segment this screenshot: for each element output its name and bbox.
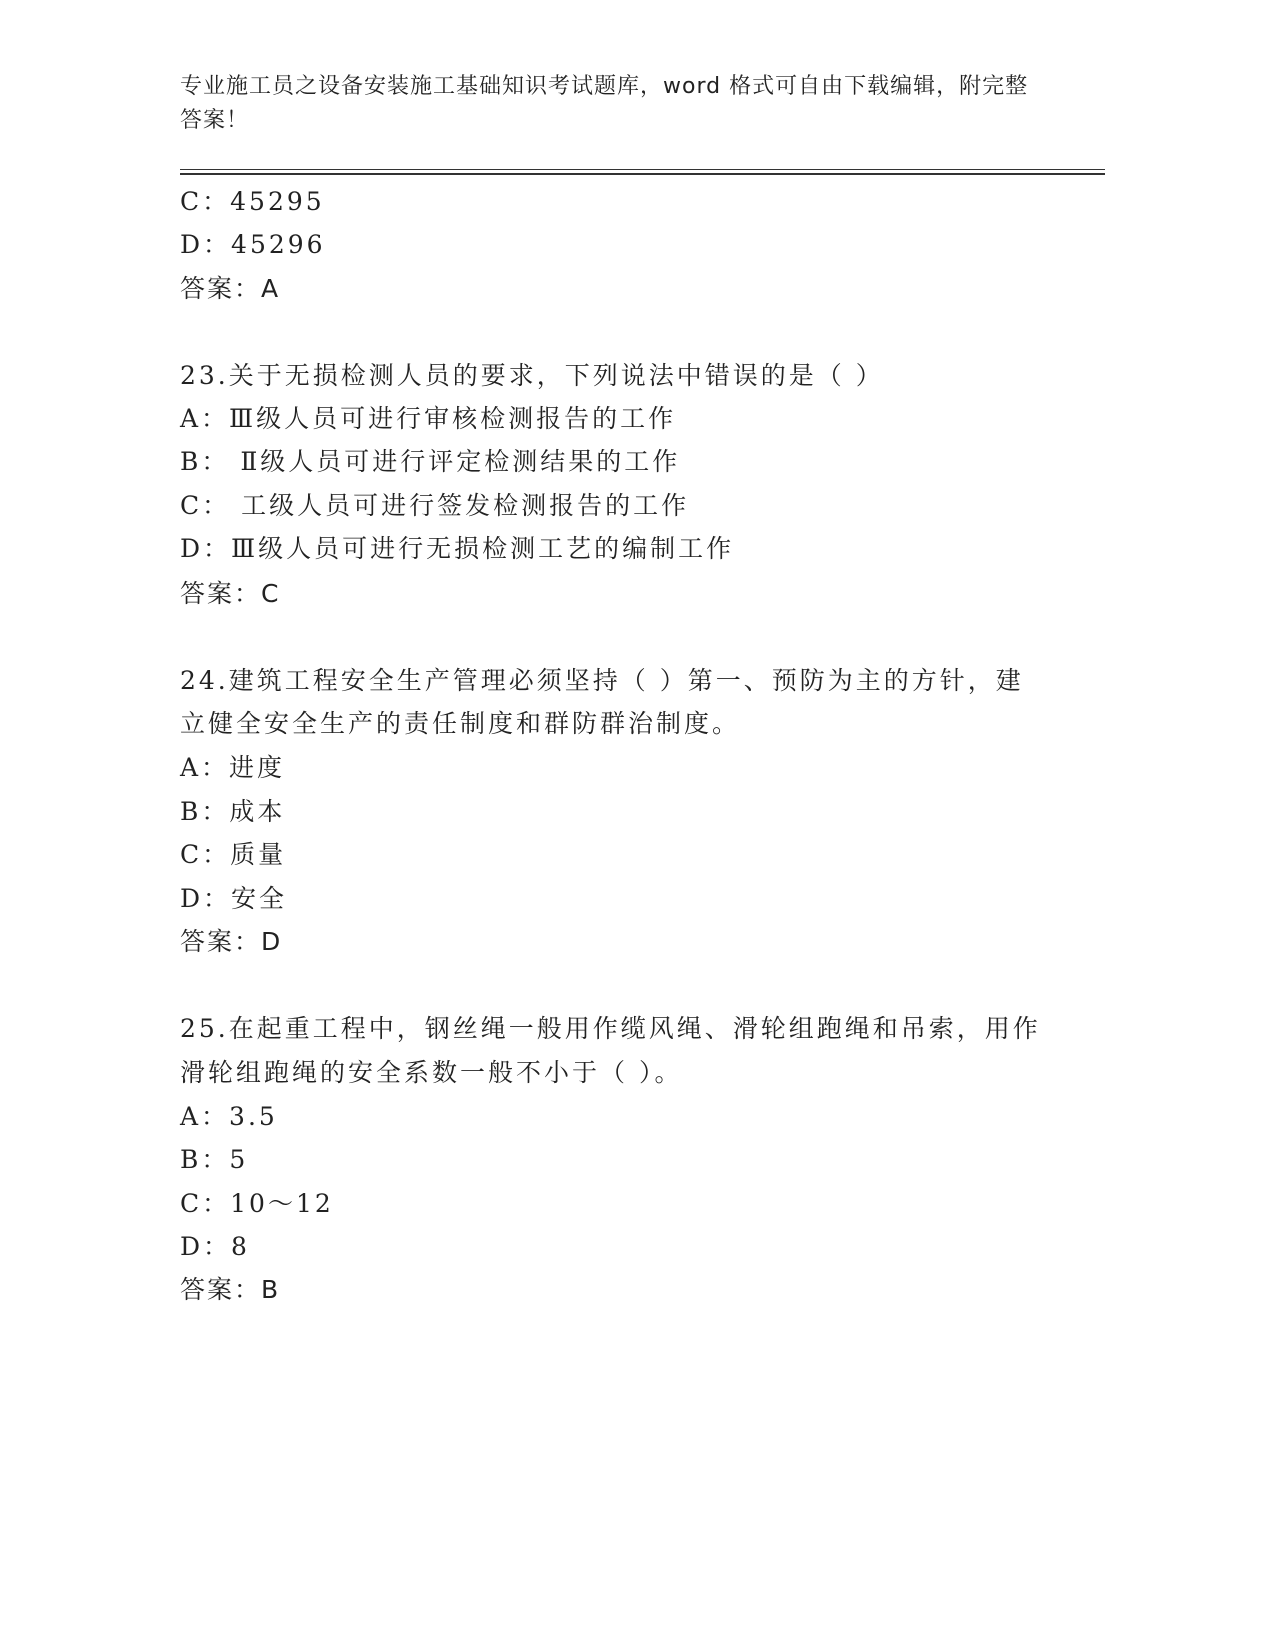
q25-option-a: A：3.5 (180, 1102, 278, 1131)
q23-stem: 23.关于无损检测人员的要求，下列说法中错误的是（ ） (180, 361, 884, 390)
q23-option-d: D：Ⅲ级人员可进行无损检测工艺的编制工作 (180, 534, 735, 563)
q24-option-c: C：质量 (180, 840, 287, 869)
q24-option-b: B：成本 (180, 797, 286, 826)
document-header: 专业施工员之设备安装施工基础知识考试题库，word 格式可自由下载编辑，附完整答案！ (180, 74, 1029, 133)
q25-stem-line1: 25.在起重工程中，钢丝绳一般用作缆风绳、滑轮组跑绳和吊索，用作 (180, 1014, 1041, 1043)
q22-option-d: D：45296 (180, 230, 326, 259)
header-divider-thin (180, 169, 1105, 170)
q22-option-c: C：45295 (180, 187, 325, 216)
q25-stem-line2: 滑轮组跑绳的安全系数一般不小于（ ）。 (180, 1058, 683, 1087)
q23-option-c: C： 工级人员可进行签发检测报告的工作 (180, 491, 690, 520)
q24-option-a: A：进度 (180, 753, 286, 782)
q23-answer: 答案：C (180, 579, 281, 608)
q22-answer: 答案：A (180, 274, 281, 303)
q25-option-c: C：10～12 (180, 1189, 334, 1218)
q23-option-a: A：Ⅲ级人员可进行审核检测报告的工作 (180, 404, 677, 433)
q24-option-d: D：安全 (180, 884, 288, 913)
q23-option-b: B： Ⅱ级人员可进行评定检测结果的工作 (180, 447, 681, 476)
q25-option-b: B：5 (180, 1145, 249, 1174)
q25-answer: 答案：B (180, 1275, 281, 1304)
q24-stem-line1: 24.建筑工程安全生产管理必须坚持（ ）第一、预防为主的方针，建 (180, 666, 1024, 695)
q25-option-d: D：8 (180, 1232, 250, 1261)
header-divider-thick (180, 173, 1105, 175)
q24-answer: 答案：D (180, 927, 283, 956)
q24-stem-line2: 立健全安全生产的责任制度和群防群治制度。 (180, 709, 741, 738)
